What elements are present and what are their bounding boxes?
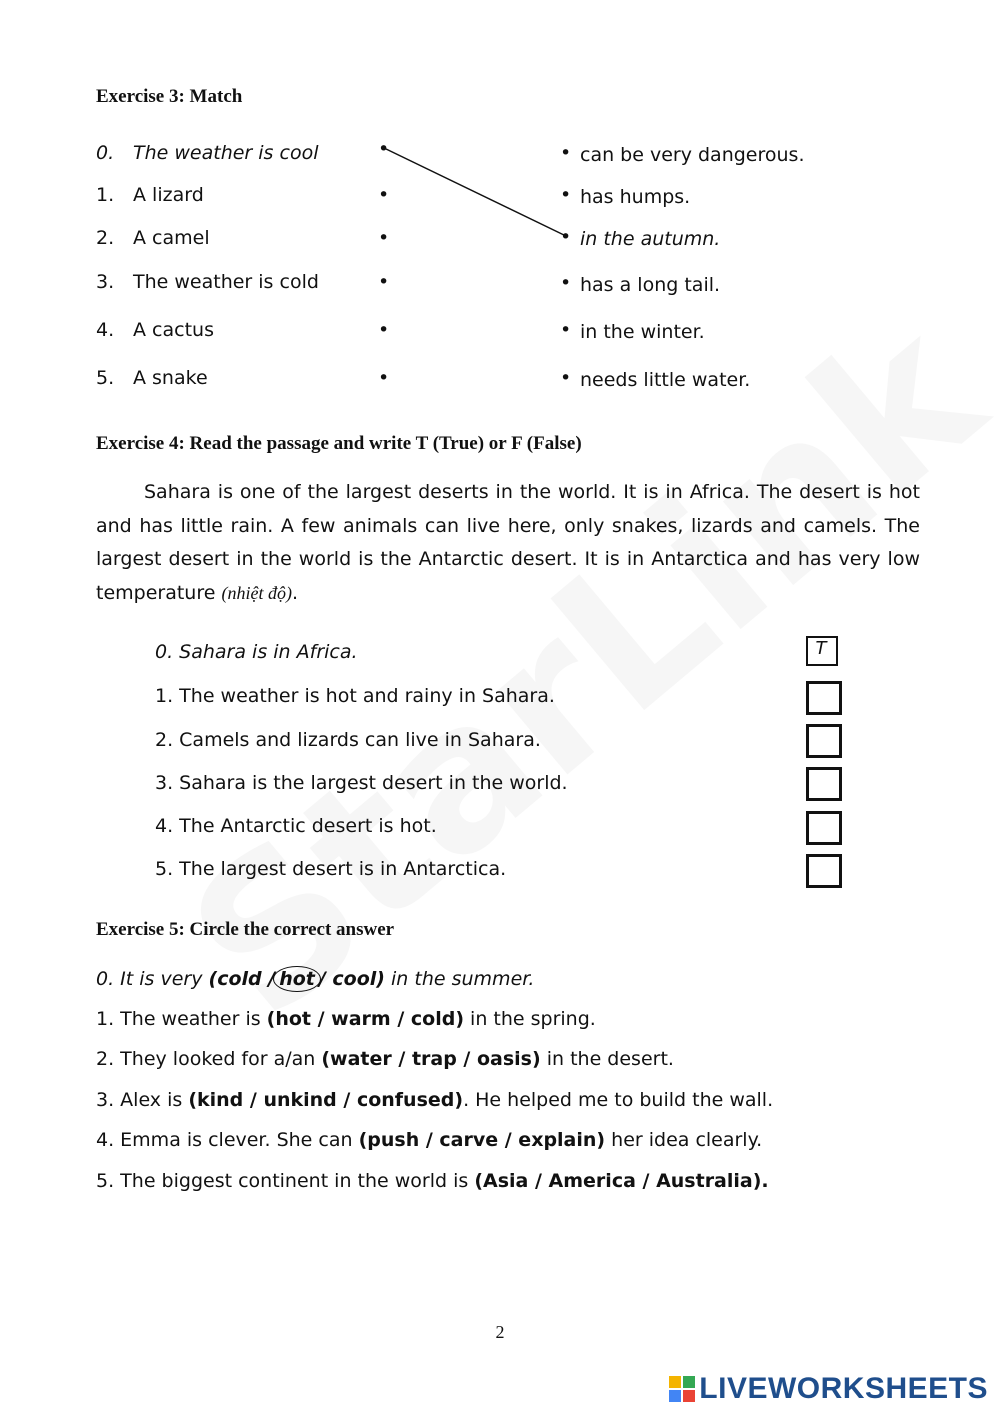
statement: 4. The Antarctic desert is hot. [155, 815, 437, 837]
logo-text: LIVEWORKSHEETS [699, 1372, 988, 1405]
answer-options[interactable]: (hot / warm / cold) [266, 1008, 465, 1030]
match-left-number: 2. [96, 227, 115, 249]
question-text: 2. They looked for a/an [96, 1048, 322, 1070]
match-dot[interactable]: • [378, 319, 390, 341]
circled-answer[interactable]: hot [273, 966, 321, 992]
match-left-number: 0. [96, 142, 115, 164]
exercise-5-heading: Exercise 5: Circle the correct answer [96, 919, 395, 940]
option-group-open: (cold / [208, 968, 276, 990]
match-dot[interactable]: • [560, 142, 572, 164]
option-group-close: / cool) [318, 968, 385, 990]
question-5 [96, 1170, 769, 1192]
match-right-item: has humps. [580, 186, 691, 208]
match-right-item: in the winter. [580, 321, 705, 343]
match-dot[interactable]: • [560, 319, 572, 341]
match-dot[interactable]: • [560, 272, 572, 294]
question-text: 1. The weather is [96, 1008, 267, 1030]
answer-options[interactable]: (Asia / America / Australia). [474, 1170, 769, 1192]
match-right-item: in the autumn. [580, 228, 721, 250]
match-dot[interactable]: • [378, 184, 390, 206]
question-text: 0. It is very [96, 968, 209, 990]
match-dot[interactable]: • [560, 367, 572, 389]
match-right-item: has a long tail. [580, 274, 721, 296]
answer-box[interactable] [806, 854, 842, 888]
reading-passage [96, 476, 920, 610]
statement: 2. Camels and lizards can live in Sahara. [155, 729, 541, 751]
match-left-item: A cactus [133, 319, 214, 341]
match-left-item: A camel [133, 227, 210, 249]
match-dot[interactable]: • [378, 227, 390, 249]
match-left-number: 3. [96, 271, 115, 293]
answer-options[interactable]: (water / trap / oasis) [321, 1048, 541, 1070]
answer-box[interactable] [806, 724, 842, 758]
answer-box[interactable] [806, 767, 842, 801]
question-3 [96, 1089, 773, 1111]
passage-text: Sahara is one of the largest deserts in the world. It is in Africa. The desert is hot and has little rain. A few animals can live here, only snakes, lizards and camels. The largest desert in the world is the Antarctic desert. It is in Antarctica and has very low temperature [96, 481, 920, 604]
exercise-4-heading: Exercise 4: Read the passage and write T (True) or F (False) [96, 433, 582, 454]
statement: 5. The largest desert is in Antarctica. [155, 858, 507, 880]
answer-options[interactable]: (kind / unkind / confused) [188, 1089, 464, 1111]
statement: 0. Sahara is in Africa. [155, 641, 358, 663]
match-left-item: The weather is cold [133, 271, 319, 293]
question-text: in the summer. [384, 968, 535, 990]
match-left-number: 1. [96, 184, 115, 206]
question-text: 4. Emma is clever. She can [96, 1129, 359, 1151]
logo-icon [669, 1376, 695, 1402]
liveworksheets-logo[interactable] [669, 1372, 988, 1406]
question-2 [96, 1048, 674, 1070]
passage-period: . [291, 581, 299, 604]
statement: 1. The weather is hot and rainy in Sahara. [155, 685, 555, 707]
question-text: 3. Alex is [96, 1089, 189, 1111]
match-dot[interactable]: • [378, 367, 390, 389]
question-text: in the spring. [464, 1008, 596, 1030]
match-left-number: 5. [96, 367, 115, 389]
match-left-item: A snake [133, 367, 208, 389]
match-dot[interactable]: • [378, 271, 390, 293]
exercise-3-heading: Exercise 3: Match [96, 86, 243, 107]
question-text: her idea clearly. [605, 1129, 763, 1151]
question-0 [96, 966, 534, 992]
question-text: in the desert. [540, 1048, 674, 1070]
match-left-item: The weather is cool [133, 142, 319, 164]
question-1 [96, 1008, 596, 1030]
answer-box[interactable] [806, 811, 842, 845]
question-text: . He helped me to build the wall. [463, 1089, 774, 1111]
statement: 3. Sahara is the largest desert in the world. [155, 772, 568, 794]
match-dot[interactable]: • [560, 184, 572, 206]
answer-box[interactable] [806, 681, 842, 715]
match-line [0, 0, 1000, 420]
match-dot[interactable]: • [378, 138, 390, 160]
answer-value: T [815, 638, 827, 659]
watermark [149, 370, 912, 1063]
page-number: 2 [495, 1322, 505, 1342]
match-right-item: needs little water. [580, 369, 751, 391]
match-left-number: 4. [96, 319, 115, 341]
match-dot[interactable]: • [560, 226, 572, 248]
answer-options[interactable]: (push / carve / explain) [358, 1129, 606, 1151]
match-left-item: A lizard [133, 184, 204, 206]
passage-translation-note: (nhiệt độ) [221, 582, 292, 603]
question-text: 5. The biggest continent in the world is [96, 1170, 475, 1192]
question-4 [96, 1129, 762, 1151]
match-right-item: can be very dangerous. [580, 144, 805, 166]
